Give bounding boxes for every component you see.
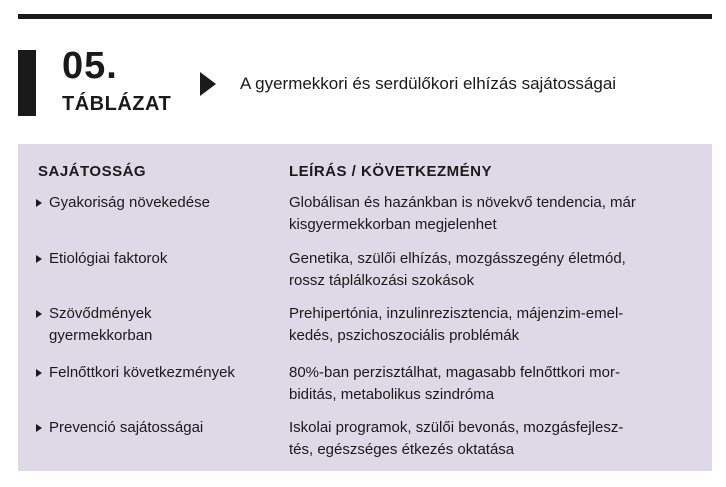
property-text: Felnőttkori következmények: [49, 364, 235, 381]
bullet-arrow-icon: [36, 255, 42, 263]
property-cell: [36, 417, 286, 439]
property-cell: [36, 248, 286, 270]
description-cell: Prehipertónia, inzulinrezisztencia, májenzim-emel- kedés, pszichoszociális problémák: [289, 305, 624, 344]
description-cell: Iskolai programok, szülői bevonás, mozgásfejlesz- tés, egészséges étkezés oktatása: [289, 419, 624, 458]
property-cell: [36, 192, 286, 214]
property-text: Gyakoriság növekedése: [49, 194, 210, 211]
table-title: A gyermekkori és serdülőkori elhízás sajátosságai: [240, 74, 617, 93]
property-cell: [36, 303, 286, 347]
property-text: Prevenció sajátosságai: [49, 419, 204, 436]
bullet-arrow-icon: [36, 369, 42, 377]
bullet-arrow-icon: [36, 199, 42, 207]
property-text: Szövődmények gyermekkorban: [49, 305, 153, 344]
description-cell: 80%-ban perzisztálhat, magasabb felnőttkori mor- biditás, metabolikus szindróma: [289, 364, 620, 403]
description-cell: Globálisan és hazánkban is növekvő tendencia, már kisgyermekkorban megjelenhet: [289, 194, 636, 233]
title-arrow-icon: [200, 72, 216, 96]
header-accent-bar: [18, 50, 36, 116]
top-rule: [18, 14, 712, 19]
table-label: TÁBLÁZAT: [62, 93, 172, 115]
bullet-arrow-icon: [36, 310, 42, 318]
table-panel: [18, 144, 712, 471]
description-cell: Genetika, szülői elhízás, mozgásszegény életmód, rossz táplálkozási szokások: [289, 250, 626, 289]
property-cell: [36, 362, 286, 384]
table-number: 05.: [62, 45, 118, 87]
property-text: Etiológiai faktorok: [49, 250, 168, 267]
bullet-arrow-icon: [36, 424, 42, 432]
column-header-description: LEÍRÁS / KÖVETKEZMÉNY: [289, 163, 493, 180]
column-header-property: SAJÁTOSSÁG: [38, 163, 147, 180]
